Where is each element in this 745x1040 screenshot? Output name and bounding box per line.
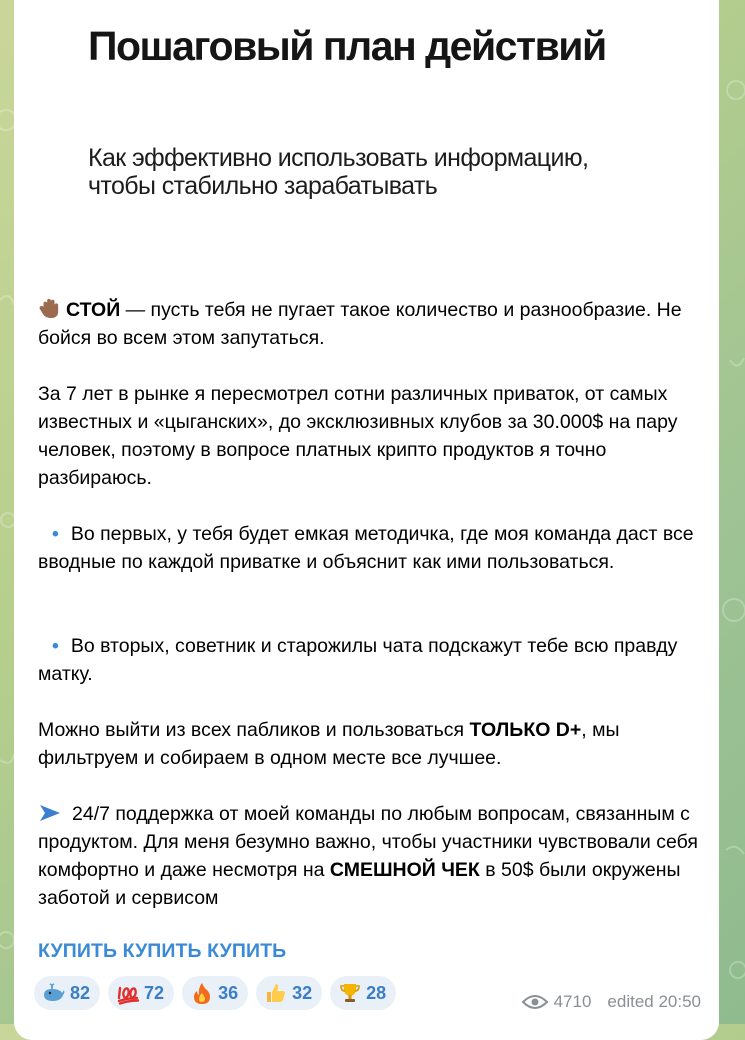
reaction-whale[interactable] bbox=[34, 976, 100, 1010]
fire-icon bbox=[190, 981, 214, 1005]
reaction-fire[interactable] bbox=[182, 976, 248, 1010]
arrow-right-icon bbox=[38, 803, 62, 823]
views-count: 4710 bbox=[553, 992, 592, 1011]
bullet-first bbox=[38, 520, 698, 576]
bullet-second bbox=[38, 632, 698, 688]
reaction-count: 28 bbox=[366, 982, 387, 1003]
image-title: Пошаговый план действий bbox=[88, 23, 606, 69]
post-image[interactable] bbox=[14, 0, 719, 260]
reaction-thumbs-up[interactable] bbox=[256, 976, 322, 1010]
reaction-count: 82 bbox=[70, 982, 91, 1003]
experience-text: За 7 лет в рынке я пересмотрел сотни различных приваток, от самых известных и «цыганских», до эксклюзивных клубов за 30.000$ на пару человек, поэтому в вопросе платных крипто продуктов я точно разбираюсь. bbox=[38, 383, 678, 489]
reaction-hundred[interactable] bbox=[108, 976, 174, 1010]
only-dplus-text-a: Можно выйти из всех пабликов и пользоваться bbox=[38, 719, 470, 741]
trophy-icon bbox=[338, 981, 362, 1005]
paragraph-stop bbox=[38, 296, 698, 352]
cheap-check-bold: СМЕШНОЙ ЧЕК bbox=[329, 859, 480, 881]
image-subtitle: Как эффективно использовать информацию, чтобы стабильно зарабатывать bbox=[88, 144, 589, 200]
eye-icon bbox=[522, 994, 548, 1010]
paragraph-support bbox=[38, 800, 698, 912]
reaction-count: 32 bbox=[292, 982, 313, 1003]
reaction-count: 72 bbox=[144, 982, 165, 1003]
message-meta bbox=[522, 992, 701, 1012]
reaction-count: 36 bbox=[218, 982, 239, 1003]
reactions-bar bbox=[34, 976, 396, 1010]
thumbs-up-icon bbox=[264, 981, 288, 1005]
edited-time: edited 20:50 bbox=[607, 992, 701, 1011]
reaction-trophy[interactable] bbox=[330, 976, 396, 1010]
paragraph-experience bbox=[38, 380, 698, 492]
raised-hand-icon bbox=[38, 297, 60, 319]
stop-text: — пусть тебя не пугает такое количество и разнообразие. Не бойся во всем этом запутаться. bbox=[38, 299, 682, 349]
only-dplus-bold: ТОЛЬКО D+ bbox=[469, 719, 582, 741]
bullet-second-text: Во вторых, советник и старожилы чата подскажут тебе всю правду матку. bbox=[38, 635, 678, 685]
paragraph-only-dplus bbox=[38, 716, 698, 772]
bullet-dot: • bbox=[52, 523, 59, 545]
bullet-dot: • bbox=[52, 635, 59, 657]
bullet-first-text: Во первых, у тебя будет емкая методичка, где моя команда даст все вводные по каждой приватке и объяснит как ими пользоваться. bbox=[38, 523, 694, 573]
buy-link[interactable]: КУПИТЬ КУПИТЬ КУПИТЬ bbox=[38, 940, 287, 962]
whale-icon bbox=[42, 981, 66, 1005]
only-dplus-text-b: , мы фильтруем и собираем в одном месте все лучшее. bbox=[38, 719, 620, 769]
support-text-a: 24/7 поддержка от моей команды по любым вопросам, связанным с продуктом. Для меня безумно важно, чтобы участники чувствовали себя комфортно и даже несмотря на bbox=[38, 803, 698, 881]
hundred-icon bbox=[116, 981, 140, 1005]
support-text-b: в 50$ были окружены заботой и сервисом bbox=[38, 859, 681, 909]
stop-bold: СТОЙ bbox=[66, 299, 121, 321]
